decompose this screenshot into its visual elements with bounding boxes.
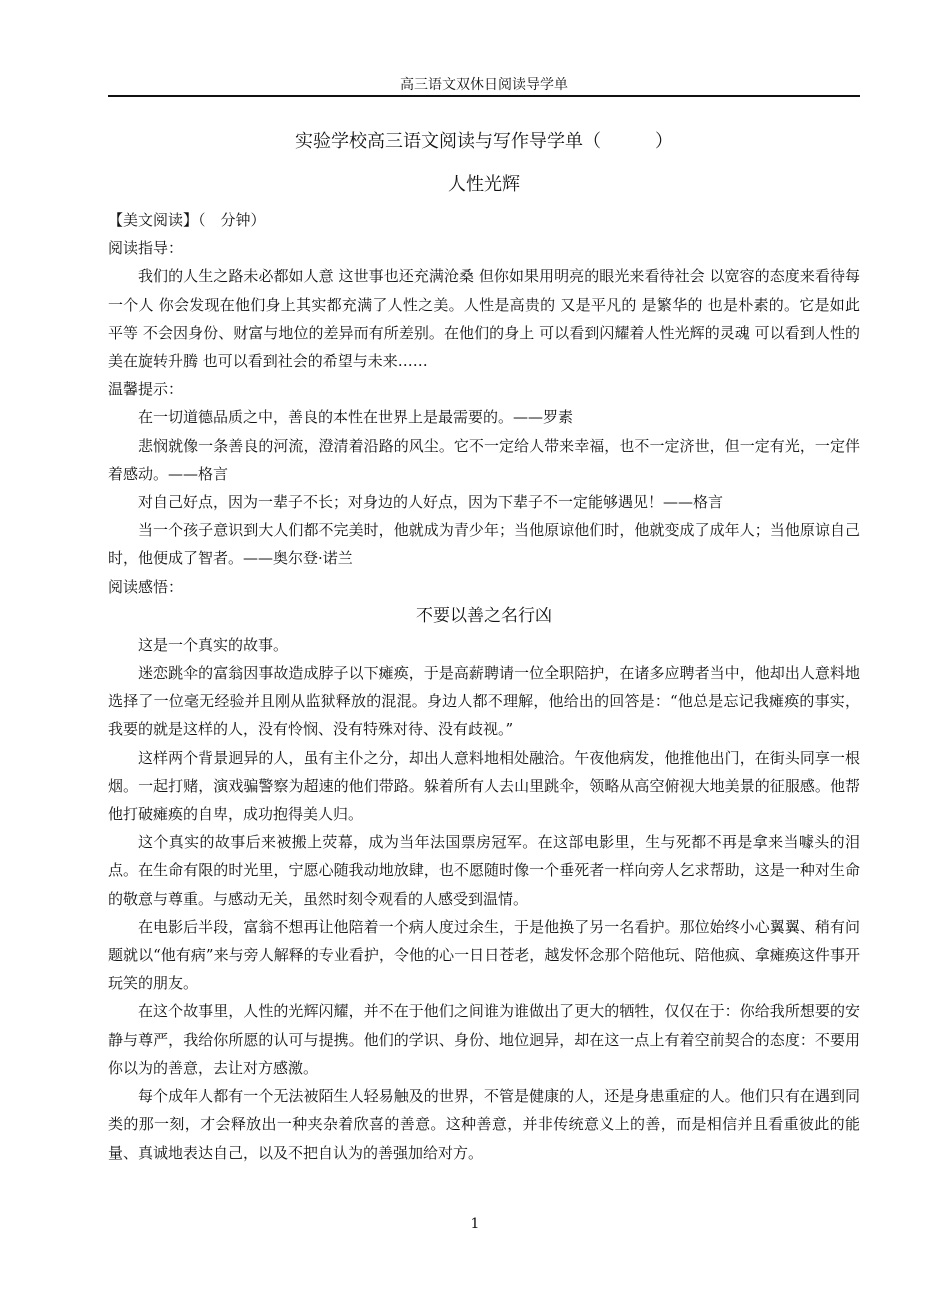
tip-quote: 悲悯就像一条善良的河流，澄清着沿路的风尘。它不一定给人带来幸福，也不一定济世，但一定有光，一定伴着感动。——格言: [108, 436, 860, 483]
header-rule: [108, 95, 860, 97]
article-paragraph: 在这个故事里，人性的光辉闪耀，并不在于他们之间谁为谁做出了更大的牺牲，仅仅在于：你给我所想要的安静与尊严，我给你所愿的认可与提携。他们的学识、身份、地位迥异，却在这一点上有着空前契合的态度：不要用你以为的善意，去让对方感激。: [108, 1002, 860, 1077]
running-header: 高三语文双休日阅读导学单: [400, 77, 568, 93]
article-title: 不要以善之名行凶: [416, 605, 552, 626]
page-number: 1: [470, 1216, 480, 1232]
document-subtitle: 人性光辉: [448, 174, 520, 195]
article-paragraph: 每个成年人都有一个无法被陌生人轻易触及的世界，不管是健康的人，还是身患重症的人。他们只有在遇到同类的那一刻，才会释放出一种夹杂着欣喜的善意。这种善意，并非传统意义上的善，而是相信并且看重彼此的能量、真诚地表达自己，以及不把自认为的善强加给对方。: [108, 1087, 860, 1162]
article-paragraph: 这是一个真实的故事。: [138, 635, 289, 654]
tips-label: 温馨提示：: [108, 380, 184, 399]
article-paragraph: 在电影后半段，富翁不想再让他陪着一个病人度过余生，于是他换了另一名看护。那位始终小心翼翼、稍有问题就以“他有病”来与旁人解释的专业看护，令他的心一日日苍老，越发怀念那个陪他玩、陪他疯、拿瘫痪这件事开玩笑的朋友。: [108, 917, 860, 993]
tip-quote: 在一切道德品质之中，善良的本性在世界上是最需要的。——罗素: [138, 408, 574, 427]
reflection-label: 阅读感悟：: [108, 577, 184, 596]
document-body: [108, 206, 860, 1167]
document-title: 实验学校高三语文阅读与写作导学单（ ）: [295, 131, 673, 152]
article-paragraph: 迷恋跳伞的富翁因事故造成脖子以下瘫痪，于是高薪聘请一位全职陪护，在诸多应聘者当中，他却出人意料地选择了一位毫无经验并且刚从监狱释放的混混。身边人都不理解，他给出的回答是：“他总是忘记我瘫痪的事实，我要的就是这样的人，没有怜悯、没有特殊对待、没有歧视。”: [108, 664, 860, 739]
guide-paragraph: 我们的人生之路未必都如人意 这世事也还充满沧桑 但你如果用明亮的眼光来看待社会 以宽容的态度来看待每一个人 你会发现在他们身上其实都充满了人性之美。人性是高贵的 又是平凡的 是繁华的 也是朴素的。它是如此平等 不会因身份、财富与地位的差异而有所差别。在他们的身上 可以看到闪耀着人性光辉的灵魂 可以看到人性的美在旋转升腾 也可以看到社会的希望与未来……: [108, 267, 860, 371]
article-paragraph: 这样两个背景迥异的人，虽有主仆之分，却出人意料地相处融洽。午夜他病发，他推他出门，在街头同享一根烟。一起打赌，演戏骗警察为超速的他们带路。躲着所有人去山里跳伞，领略从高空俯视大地美景的征服感。他帮他打破瘫痪的自卑，成功抱得美人归。: [108, 748, 860, 824]
section-heading: 【美文阅读】（ 分钟）: [108, 211, 266, 229]
article-paragraph: 这个真实的故事后来被搬上荧幕，成为当年法国票房冠军。在这部电影里，生与死都不再是拿来当噱头的泪点。在生命有限的时光里，宁愿心随我动地放肆，也不愿随时像一个垂死者一样向旁人乞求帮助，这是一种对生命的敬意与尊重。与感动无关，虽然时刻令观看的人感受到温情。: [108, 833, 860, 908]
tip-quote: 当一个孩子意识到大人们都不完美时，他就成为青少年；当他原谅他们时，他就变成了成年人；当他原谅自己时，他便成了智者。——奥尔登·诺兰: [108, 521, 860, 568]
guide-label: 阅读指导：: [108, 239, 184, 258]
tip-quote: 对自己好点，因为一辈子不长；对身边的人好点，因为下辈子不一定能够遇见！——格言: [138, 493, 724, 512]
